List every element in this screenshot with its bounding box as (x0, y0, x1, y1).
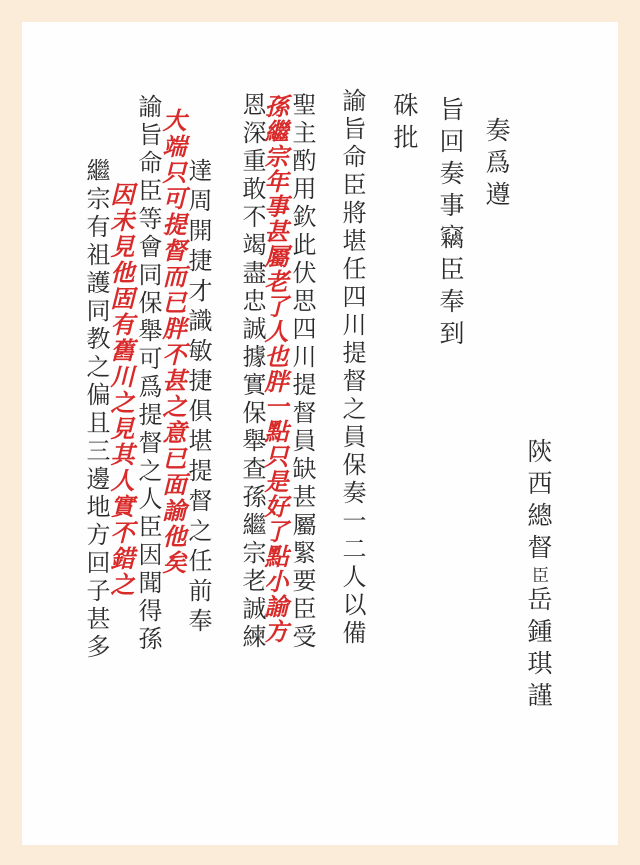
signature-province-title: 陝西總督 (524, 438, 553, 566)
signature-block (526, 438, 551, 714)
text-column-8: 繼宗有祖護同教之偏且三邊地方回子甚多 (82, 158, 110, 662)
text-column-7: 諭旨命臣等會同保舉可爲提督之人臣因聞得孫 (134, 94, 162, 654)
signature-minister-character: 臣 (528, 566, 548, 586)
text-column-4: 聖主酌用欽此伏思四川提督員缺甚屬緊要臣受 (288, 92, 316, 652)
vermilion-annotation-1: 孫繼宗年事甚屬老了人也胖一點只是好了點小諭方 (260, 94, 289, 644)
vermilion-annotation-2: 大端只可提督而已胖不甚之意已面諭他矣 (158, 108, 187, 576)
text-column-1: 旨回奏事竊臣奉到 (436, 96, 465, 352)
memorial-title: 奏爲遵 (482, 117, 511, 213)
text-column-6: 達周開捷才識敏捷俱堪提督之任前奉 (184, 158, 212, 638)
text-column-2: 硃批 (390, 92, 419, 156)
vermilion-annotation-3: 因未見他固有舊川之見其人實不錯之 (106, 182, 135, 598)
text-column-5: 恩深重敢不竭盡忠誠據實保舉查孫繼宗老誠練 (238, 92, 266, 652)
signature-name: 岳鍾琪謹 (524, 586, 553, 714)
text-column-3: 諭旨命臣將堪任四川提督之員保奏一二人以備 (338, 88, 366, 648)
memorial-page (22, 22, 618, 845)
